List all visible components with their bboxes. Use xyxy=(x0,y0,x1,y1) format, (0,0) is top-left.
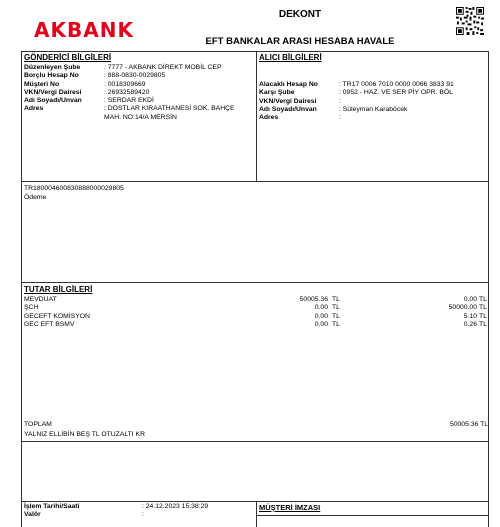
amount-row-currency2: TL xyxy=(479,296,487,303)
sender-info xyxy=(24,64,235,122)
receiver-row-tax xyxy=(259,98,454,106)
amount-row-value2: 50000.00 xyxy=(448,304,477,312)
transaction-date-row xyxy=(24,503,208,511)
amount-row-currency2: TL xyxy=(479,312,487,320)
sender-row-customer xyxy=(24,81,235,89)
sender-address-value-line2: MAH. NO:14/A MERSİN xyxy=(104,113,177,121)
valor-label: Valör xyxy=(24,511,41,519)
divider-vertical-top xyxy=(256,51,257,181)
divider-footer xyxy=(21,501,489,502)
amount-row-currency1: TL xyxy=(332,304,340,312)
sender-heading: GÖNDERİCİ BİLGİLERİ xyxy=(24,53,112,62)
divider-info-description xyxy=(21,181,489,182)
transaction-date-value: : 24.12.2023 15:38:29 xyxy=(142,503,209,510)
amount-row-currency1: TL xyxy=(332,320,340,328)
amount-row xyxy=(24,321,489,329)
transaction-date-label: İşlem Tarihi/Saati xyxy=(24,503,80,510)
receiver-tax-label: VKN/Vergi Dairesi xyxy=(259,97,317,105)
amounts-heading: TUTAR BİLGİLERİ xyxy=(24,285,93,294)
amount-row-value1: 0.00 xyxy=(314,320,328,328)
sender-row-account xyxy=(24,72,235,80)
amount-row-value1: 0.00 xyxy=(314,304,328,312)
amount-row-value2: 5.10 xyxy=(463,312,477,320)
sender-tax-label: VKN/Vergi Dairesi xyxy=(24,88,82,96)
total-value: 50005.36 TL xyxy=(449,421,488,428)
receiver-branch-label: Karşı Şube xyxy=(259,89,295,97)
transaction-reference: TR180004600830888000029805 xyxy=(24,185,124,192)
amount-row xyxy=(24,296,489,304)
receiver-name-label: Adı Soyadı/Unvan xyxy=(259,105,317,113)
receiver-address-value: : xyxy=(339,114,341,122)
qr-code-icon xyxy=(456,7,484,35)
receiver-row-address xyxy=(259,114,454,122)
divider-amounts-bottom xyxy=(21,441,489,442)
receiver-branch-value: : 0952 - HAZ. VE SER PİY OPR. BÖL xyxy=(339,89,453,97)
amount-row-value1: 0.00 xyxy=(314,312,328,320)
sender-name-label: Adı Soyadı/Unvan xyxy=(24,97,82,105)
amount-row-value2: 0.00 xyxy=(463,296,477,303)
customer-signature-heading: MÜŞTERİ İMZASI xyxy=(259,503,321,512)
amount-row-value1: 50005.36 xyxy=(299,296,328,303)
sender-tax-value: : 26932589420 xyxy=(104,88,150,96)
receiver-row-name xyxy=(259,106,454,114)
receiver-address-label: Adres xyxy=(259,114,279,122)
signature-underline xyxy=(256,515,489,516)
amount-row-currency2: TL xyxy=(479,320,487,328)
divider-description-amounts xyxy=(21,282,489,283)
total-label: TOPLAM xyxy=(24,421,52,428)
amount-row-currency1: TL xyxy=(332,296,340,303)
amount-row-name: GEC EFT BSMV xyxy=(24,320,75,328)
sender-address-label: Adres xyxy=(24,105,44,113)
sender-row-address xyxy=(24,105,235,113)
amounts-table xyxy=(24,296,489,329)
amount-row-currency1: TL xyxy=(332,312,340,320)
sender-name-value: : SERDAR EKDİ xyxy=(104,97,154,105)
valor-value: : xyxy=(142,511,144,519)
akbank-logo: AKBANK xyxy=(34,18,134,42)
sender-row-tax xyxy=(24,89,235,97)
sender-address-value: : DOSTLAR KIRAATHANESİ SOK. BAHÇE xyxy=(104,105,235,113)
valor-row xyxy=(24,511,208,519)
amount-row-value2: 0.26 xyxy=(463,320,477,328)
receiver-row-branch xyxy=(259,89,454,97)
sender-row-branch xyxy=(24,64,235,72)
document-title-block xyxy=(170,8,430,48)
amount-row-name: ŞCH xyxy=(24,304,39,312)
transaction-description: Ödeme xyxy=(24,194,47,201)
amount-row-name: GECEFT KOMİSYON xyxy=(24,312,90,320)
total-in-words: YALNIZ ELLİBİN BEŞ TL OTUZALTI KR xyxy=(24,431,145,438)
sender-account-label: Borçlu Hesap No xyxy=(24,72,79,80)
receiver-tax-value: : xyxy=(339,97,341,105)
sender-customer-label: Müşteri No xyxy=(24,80,60,88)
receiver-heading: ALICI BİLGİLERİ xyxy=(259,53,322,62)
document-subtitle: EFT BANKALAR ARASI HESABA HAVALE xyxy=(205,36,395,47)
receiver-account-value: : TR17 0006 7010 0000 0066 3833 91 xyxy=(339,81,454,88)
sender-account-value: : 888-0830-0029805 xyxy=(104,72,166,80)
sender-customer-value: : 0018309669 xyxy=(104,80,146,88)
receiver-name-value: : Süleyman Karaböcek xyxy=(339,105,408,113)
document-title: DEKONT xyxy=(278,9,322,20)
sender-branch-value: : 7777 - AKBANK DİREKT MOBİL CEP xyxy=(104,64,222,71)
amount-row-name: MEVDUAT xyxy=(24,296,57,303)
footer-left xyxy=(24,503,208,520)
amount-row xyxy=(24,304,489,312)
divider-vertical-footer xyxy=(256,501,257,527)
sender-row-address-line2 xyxy=(24,114,235,122)
receiver-info xyxy=(259,81,454,122)
amount-row-currency2: TL xyxy=(479,304,487,312)
sender-branch-label: Düzenleyen Şube xyxy=(24,64,81,71)
receiver-account-label: Alacaklı Hesap No xyxy=(259,81,318,88)
amount-row xyxy=(24,313,489,321)
